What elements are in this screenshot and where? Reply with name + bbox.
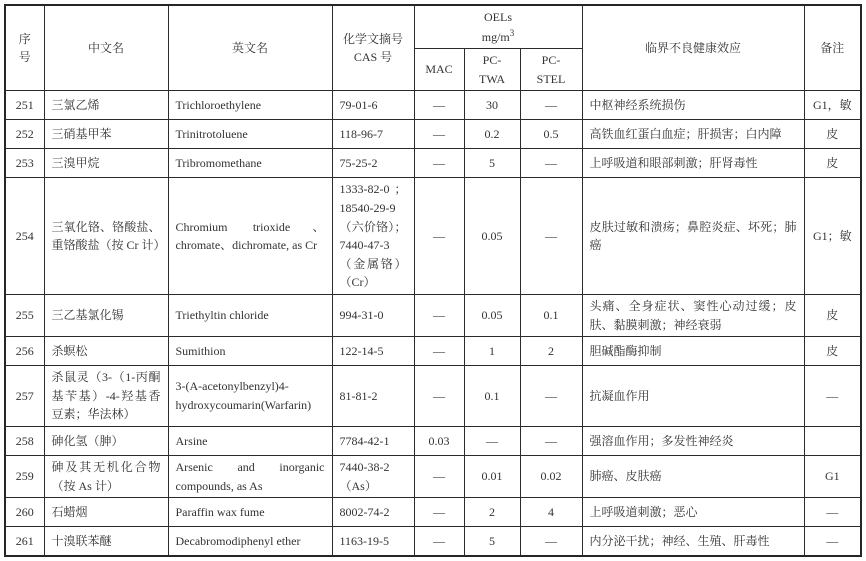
cell-cas-number: 81-81-2 — [332, 366, 414, 427]
table-row — [5, 337, 861, 366]
cell-cas-number: 75-25-2 — [332, 149, 414, 178]
cell-english-name: 3-(A-acetonylbenzyl)4-hydroxycoumarin(Warfarin) — [168, 366, 332, 427]
table-row — [5, 294, 861, 336]
col-header-mac: MAC — [414, 49, 464, 91]
cell-mac: — — [414, 337, 464, 366]
cell-chinese-name: 杀螟松 — [44, 337, 168, 366]
cell-cas-number: 7784-42-1 — [332, 426, 414, 455]
cell-health-effects: 肺癌、皮肤癌 — [582, 455, 804, 497]
cell-cas-number: 8002-74-2 — [332, 498, 414, 527]
cell-pc-twa: — — [464, 426, 520, 455]
oels-title: OELs — [484, 10, 513, 24]
cell-cas-number: 994-31-0 — [332, 294, 414, 336]
col-header-pc-twa: PC-TWA — [464, 49, 520, 91]
cell-chinese-name: 三溴甲烷 — [44, 149, 168, 178]
col-header-en: 英文名 — [168, 5, 332, 91]
cell-chinese-name: 三氯乙烯 — [44, 91, 168, 120]
cell-cas-number: 1163-19-5 — [332, 527, 414, 557]
cell-health-effects: 高铁血红蛋白血症；肝损害；白内障 — [582, 120, 804, 149]
table-row — [5, 149, 861, 178]
col-header-oels — [414, 5, 582, 49]
cell-chinese-name: 三硝基甲苯 — [44, 120, 168, 149]
cell-remark: — — [804, 498, 861, 527]
cell-pc-stel: — — [520, 366, 582, 427]
oels-unit-superscript: 3 — [509, 27, 515, 38]
cell-chinese-name: 石蜡烟 — [44, 498, 168, 527]
cell-pc-twa: 2 — [464, 498, 520, 527]
cell-pc-twa: 0.01 — [464, 455, 520, 497]
cell-remark: G1 — [804, 455, 861, 497]
table-body — [5, 91, 861, 556]
cell-english-name: Sumithion — [168, 337, 332, 366]
cell-cas-number: 79-01-6 — [332, 91, 414, 120]
cell-seq: 254 — [5, 178, 44, 295]
cell-seq: 251 — [5, 91, 44, 120]
col-header-seq: 序号 — [5, 5, 44, 91]
cell-english-name: Trichloroethylene — [168, 91, 332, 120]
cell-cas-number: 1333-82-0 ；18540-29-9（六价铬）；7440-47-3（金属铬）（Cr） — [332, 178, 414, 295]
cell-remark — [804, 426, 861, 455]
cell-chinese-name: 杀鼠灵（3-（1-丙酮基苄基）-4-羟基香豆素；华法林） — [44, 366, 168, 427]
cell-health-effects: 中枢神经系统损伤 — [582, 91, 804, 120]
cell-seq: 255 — [5, 294, 44, 336]
cell-remark: 皮 — [804, 294, 861, 336]
table-row — [5, 527, 861, 557]
cell-cas-number: 122-14-5 — [332, 337, 414, 366]
oels-unit: $mg/m^3$ — [481, 27, 515, 44]
cell-pc-twa: 1 — [464, 337, 520, 366]
cell-cas-number: 7440-38-2（As） — [332, 455, 414, 497]
cell-seq: 253 — [5, 149, 44, 178]
col-header-remark: 备注 — [804, 5, 861, 91]
cell-pc-twa: 5 — [464, 149, 520, 178]
cell-health-effects: 强溶血作用；多发性神经炎 — [582, 426, 804, 455]
cell-seq: 260 — [5, 498, 44, 527]
col-header-cn: 中文名 — [44, 5, 168, 91]
cell-chinese-name: 十溴联苯醚 — [44, 527, 168, 557]
cell-health-effects: 头痛、全身症状、窦性心动过缓；皮肤、黏膜刺激；神经衰弱 — [582, 294, 804, 336]
oel-table — [4, 4, 862, 557]
cell-pc-stel: — — [520, 149, 582, 178]
cell-english-name: Chromium trioxide、chromate、dichromate, as Cr — [168, 178, 332, 295]
cell-mac: — — [414, 455, 464, 497]
cell-pc-stel: — — [520, 91, 582, 120]
cell-english-name: Decabromodiphenyl ether — [168, 527, 332, 557]
cell-chinese-name: 砷及其无机化合物（按 As 计） — [44, 455, 168, 497]
cas-header-line1: 化学文摘号 — [342, 31, 403, 46]
table-row — [5, 498, 861, 527]
cell-health-effects: 上呼吸道刺激；恶心 — [582, 498, 804, 527]
cell-mac: — — [414, 527, 464, 557]
table-row — [5, 426, 861, 455]
cell-mac: — — [414, 120, 464, 149]
cell-seq: 256 — [5, 337, 44, 366]
cell-pc-twa: 0.1 — [464, 366, 520, 427]
cell-pc-twa: 5 — [464, 527, 520, 557]
cell-english-name: Trinitrotoluene — [168, 120, 332, 149]
cell-pc-stel: 4 — [520, 498, 582, 527]
cell-pc-stel: — — [520, 527, 582, 557]
cell-pc-stel: 0.5 — [520, 120, 582, 149]
cell-health-effects: 上呼吸道和眼部刺激；肝肾毒性 — [582, 149, 804, 178]
cell-chinese-name: 三乙基氯化锡 — [44, 294, 168, 336]
cell-pc-twa: 30 — [464, 91, 520, 120]
cell-mac: — — [414, 91, 464, 120]
cell-seq: 258 — [5, 426, 44, 455]
table-header — [5, 5, 861, 91]
cell-pc-stel: — — [520, 178, 582, 295]
cas-header-line2: CAS 号 — [353, 50, 393, 65]
cell-chinese-name: 三氧化铬、铬酸盐、重铬酸盐（按 Cr 计） — [44, 178, 168, 295]
cell-seq: 259 — [5, 455, 44, 497]
table-row — [5, 366, 861, 427]
cell-remark: G1；敏 — [804, 178, 861, 295]
table-row — [5, 178, 861, 295]
cell-health-effects: 皮肤过敏和溃疡；鼻腔炎症、坏死；肺癌 — [582, 178, 804, 295]
col-header-effects: 临界不良健康效应 — [582, 5, 804, 91]
cell-seq: 252 — [5, 120, 44, 149]
cell-chinese-name: 砷化氢（胂） — [44, 426, 168, 455]
cell-remark: — — [804, 527, 861, 557]
cell-english-name: Arsine — [168, 426, 332, 455]
cell-health-effects: 抗凝血作用 — [582, 366, 804, 427]
cell-health-effects: 胆碱酯酶抑制 — [582, 337, 804, 366]
cell-english-name: Paraffin wax fume — [168, 498, 332, 527]
cell-pc-stel: 2 — [520, 337, 582, 366]
cell-pc-twa: 0.05 — [464, 294, 520, 336]
cell-pc-twa: 0.2 — [464, 120, 520, 149]
cell-remark: 皮 — [804, 337, 861, 366]
cell-english-name: Arsenic and inorganic compounds, as As — [168, 455, 332, 497]
cell-remark: — — [804, 366, 861, 427]
cell-cas-number: 118-96-7 — [332, 120, 414, 149]
cell-mac: — — [414, 498, 464, 527]
cell-english-name: Triethyltin chloride — [168, 294, 332, 336]
cell-pc-stel: — — [520, 426, 582, 455]
cell-mac: — — [414, 149, 464, 178]
col-header-pc-stel: PC-STEL — [520, 49, 582, 91]
cell-remark: 皮 — [804, 120, 861, 149]
col-header-cas — [332, 5, 414, 91]
cell-seq: 257 — [5, 366, 44, 427]
cell-health-effects: 内分泌干扰；神经、生殖、肝毒性 — [582, 527, 804, 557]
cell-mac: 0.03 — [414, 426, 464, 455]
cell-pc-twa: 0.05 — [464, 178, 520, 295]
cell-english-name: Tribromomethane — [168, 149, 332, 178]
table-row — [5, 455, 861, 497]
cell-mac: — — [414, 366, 464, 427]
cell-mac: — — [414, 178, 464, 295]
table-row — [5, 91, 861, 120]
cell-pc-stel: 0.02 — [520, 455, 582, 497]
cell-remark: G1，敏 — [804, 91, 861, 120]
table-row — [5, 120, 861, 149]
cell-seq: 261 — [5, 527, 44, 557]
cell-pc-stel: 0.1 — [520, 294, 582, 336]
cell-remark: 皮 — [804, 149, 861, 178]
cell-mac: — — [414, 294, 464, 336]
